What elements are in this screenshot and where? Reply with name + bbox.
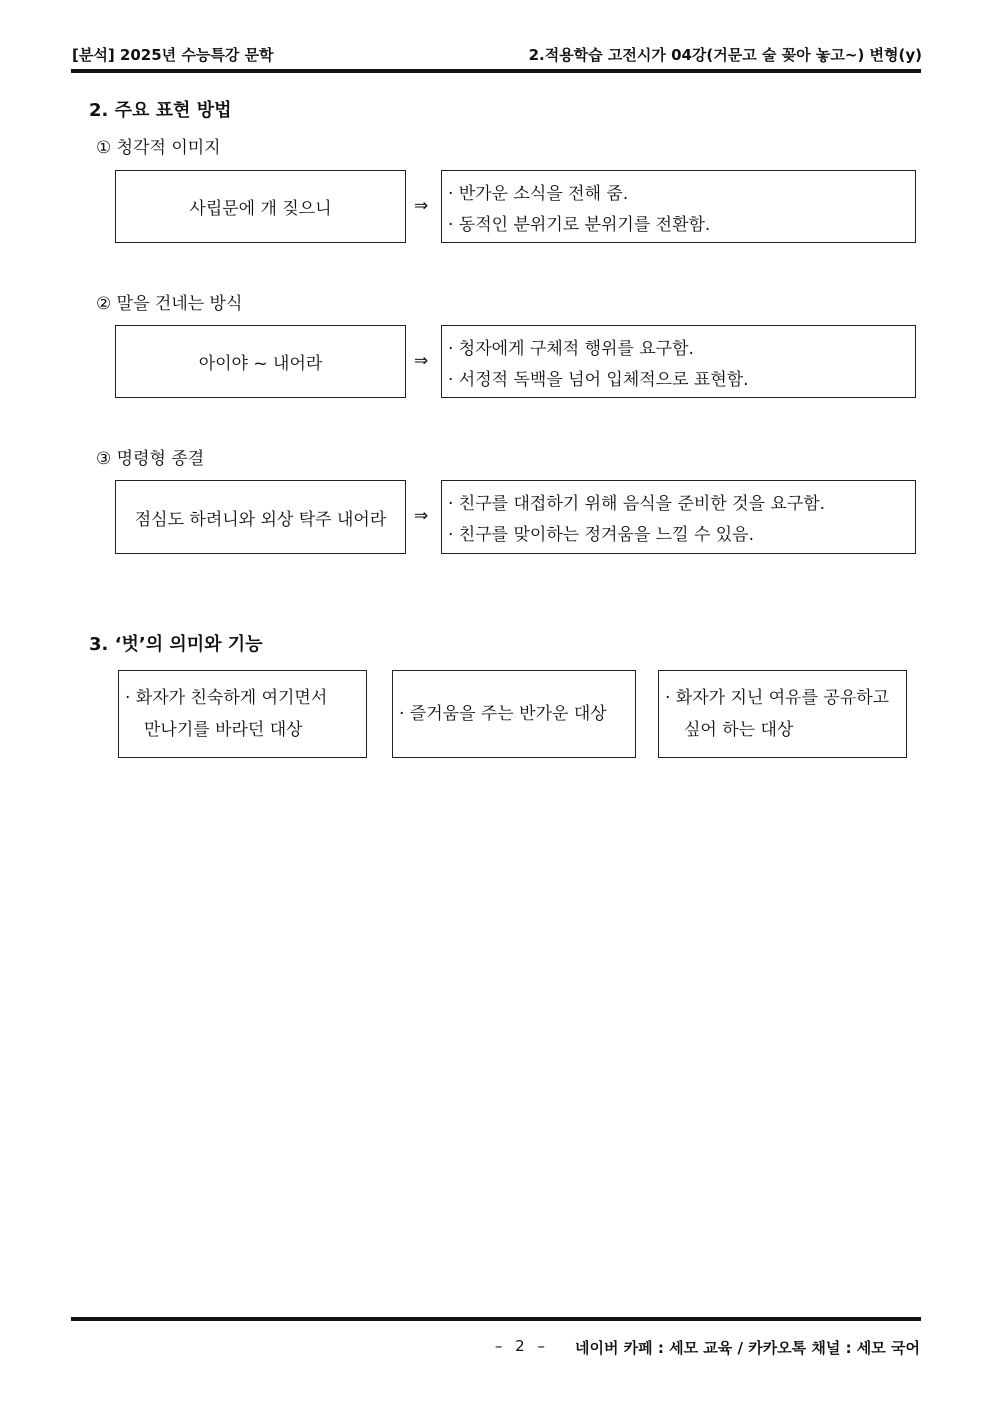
expression-1-explanation-box <box>441 170 916 243</box>
expression-2-point-1: · 청자에게 구체적 행위를 요구함. <box>448 339 694 359</box>
header-rule <box>71 69 921 73</box>
expression-1-arrow: ⇒ <box>414 196 429 216</box>
expression-3-arrow: ⇒ <box>414 506 429 526</box>
friend-meaning-1-line-1: · 화자가 친숙하게 여기면서 <box>125 688 328 708</box>
expression-3-point-2: · 친구를 맞이하는 정겨움을 느낄 수 있음. <box>448 525 754 545</box>
expression-1-point-2: · 동적인 분위기로 분위기를 전환함. <box>448 215 711 235</box>
expression-2-arrow: ⇒ <box>414 351 429 371</box>
section-2-title: 2. 주요 표현 방법 <box>89 100 232 121</box>
expression-3-quote-box <box>115 480 406 554</box>
friend-meaning-box-3 <box>658 670 907 758</box>
expression-1-subtitle: ① 청각적 이미지 <box>96 138 221 158</box>
expression-2-point-2: · 서정적 독백을 넘어 입체적으로 표현함. <box>448 370 749 390</box>
expression-1-quote: 사립문에 개 짖으니 <box>189 199 332 219</box>
header-left-title: [분석] 2025년 수능특강 문학 <box>72 46 274 64</box>
footer-channel-info: 네이버 카페 : 세모 교육 / 카카오톡 채널 : 세모 국어 <box>574 1339 920 1357</box>
expression-2-quote: 아이야 ~ 내어라 <box>198 354 323 374</box>
expression-1-quote-box <box>115 170 406 243</box>
friend-meaning-box-1 <box>118 670 367 758</box>
expression-2-explanation-box <box>441 325 916 398</box>
section-3-title: 3. ‘벗’의 의미와 기능 <box>89 634 263 655</box>
friend-meaning-3-line-2: 싶어 하는 대상 <box>684 720 794 740</box>
expression-3-point-1: · 친구를 대접하기 위해 음식을 준비한 것을 요구함. <box>448 494 826 514</box>
header-right-title: 2.적용학습 고전시가 04강(거문고 술 꽂아 놓고~) 변형(y) <box>528 46 922 64</box>
friend-meaning-2-line-1: · 즐거움을 주는 반가운 대상 <box>399 704 607 724</box>
friend-meaning-3-line-1: · 화자가 지닌 여유를 공유하고 <box>665 688 890 708</box>
footer-rule <box>71 1317 921 1321</box>
friend-meaning-box-2 <box>392 670 636 758</box>
expression-3-quote: 점심도 하려니와 외상 탁주 내어라 <box>134 509 387 530</box>
expression-3-explanation-box <box>441 480 916 554</box>
expression-2-quote-box <box>115 325 406 398</box>
expression-1-point-1: · 반가운 소식을 전해 줌. <box>448 184 629 204</box>
page-number: – 2 – <box>494 1337 549 1355</box>
expression-2-subtitle: ② 말을 건네는 방식 <box>96 294 243 314</box>
expression-3-subtitle: ③ 명령형 종결 <box>96 449 205 469</box>
footer <box>495 1337 920 1358</box>
friend-meaning-1-line-2: 만나기를 바라던 대상 <box>144 720 303 740</box>
